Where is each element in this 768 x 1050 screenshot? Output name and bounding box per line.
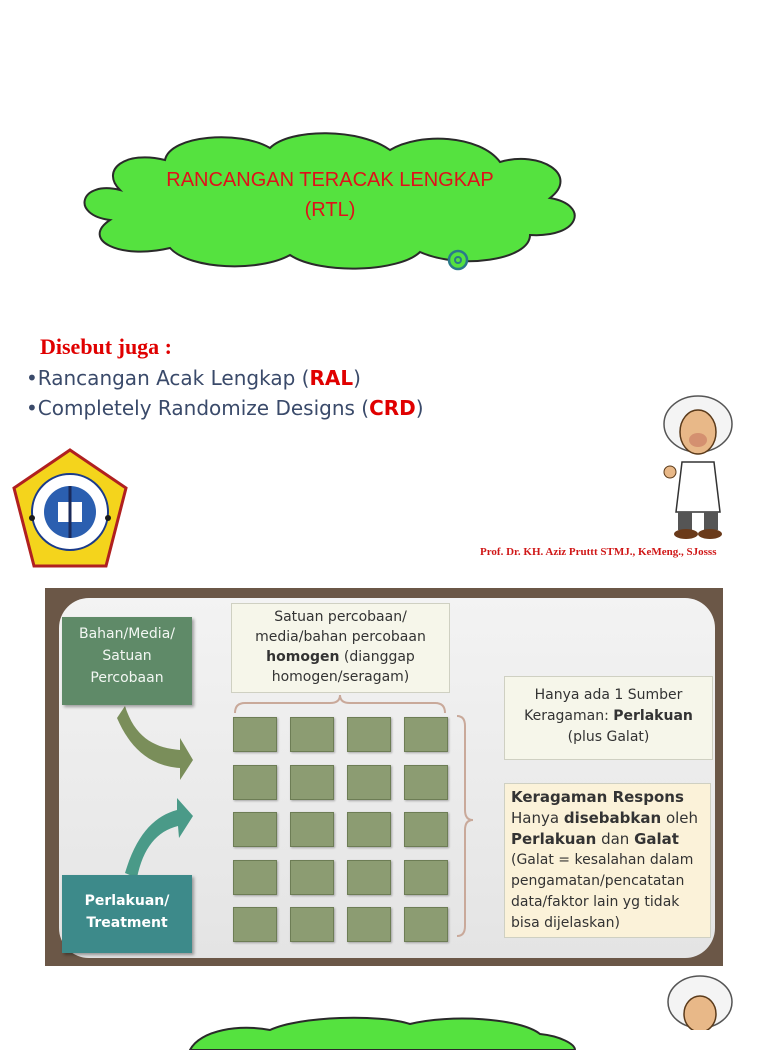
bahan-line: Satuan xyxy=(102,648,152,664)
arrow-up-icon xyxy=(125,798,193,878)
satuan-line-2: media/bahan percobaan xyxy=(255,629,426,645)
sumber-line-3: (plus Galat) xyxy=(567,729,650,745)
bullet-text: •Completely Randomize Designs ( xyxy=(26,396,370,420)
experimental-unit xyxy=(233,765,277,800)
experimental-unit xyxy=(347,717,391,752)
bahan-line: Bahan/Media/ xyxy=(79,626,175,642)
author-credit: Prof. Dr. KH. Aziz Pruttt STMJ., KeMeng., SJosss xyxy=(480,546,717,558)
experimental-unit xyxy=(233,717,277,752)
experimental-unit xyxy=(404,812,448,847)
professor-mascot-icon xyxy=(656,392,738,542)
experimental-unit xyxy=(347,860,391,895)
experimental-unit xyxy=(404,765,448,800)
sumber-line-1: Hanya ada 1 Sumber xyxy=(534,687,683,703)
sumber-line-2: Keragaman: xyxy=(524,708,614,724)
respons-line: (Galat = kesalahan dalam xyxy=(511,852,694,868)
experimental-unit xyxy=(290,907,334,942)
bullet-suffix: ) xyxy=(353,366,361,390)
perlakuan-line: Perlakuan/ xyxy=(84,893,170,909)
perlakuan-line: Treatment xyxy=(86,915,168,931)
experimental-unit xyxy=(290,812,334,847)
experimental-unit xyxy=(233,860,277,895)
bahan-media-box xyxy=(62,617,192,705)
arrow-down-icon xyxy=(117,706,193,780)
professor-mascot-icon xyxy=(660,970,740,1030)
satuan-line-1: Satuan percobaan/ xyxy=(274,609,407,625)
respons-line: data/faktor lain yg tidak xyxy=(511,894,680,910)
sumber-keragaman-note xyxy=(504,676,713,760)
bullet-abbr: RAL xyxy=(309,366,354,390)
satuan-bold: homogen xyxy=(266,649,340,665)
subtitle: Disebut juga : xyxy=(40,334,173,359)
experimental-unit xyxy=(290,765,334,800)
title-line-1: RANCANGAN TERACAK LENGKAP xyxy=(166,169,494,191)
experimental-unit xyxy=(347,907,391,942)
respons-heading: Keragaman Respons xyxy=(511,788,684,806)
experimental-unit xyxy=(347,812,391,847)
respons-text: oleh xyxy=(661,809,699,827)
experimental-unit xyxy=(404,907,448,942)
respons-bold: Perlakuan xyxy=(511,830,597,848)
experimental-unit xyxy=(347,765,391,800)
sumber-bold: Perlakuan xyxy=(613,708,693,724)
experimental-unit xyxy=(290,717,334,752)
experimental-unit xyxy=(233,907,277,942)
perlakuan-treatment-box xyxy=(62,875,192,953)
respons-bold: Galat xyxy=(634,830,679,848)
experimental-unit xyxy=(290,860,334,895)
bullet-text: •Rancangan Acak Lengkap ( xyxy=(26,366,310,390)
satuan-line-3: (dianggap xyxy=(339,649,415,665)
respons-text: dan xyxy=(596,830,635,848)
bullet-item xyxy=(26,366,361,390)
satuan-line-4: homogen/seragam) xyxy=(271,669,410,685)
respons-text: Hanya xyxy=(511,809,564,827)
bullet-suffix: ) xyxy=(415,396,424,420)
page-title xyxy=(130,165,530,225)
bullet-item xyxy=(26,396,424,420)
satuan-percobaan-note xyxy=(231,603,450,693)
university-logo-icon xyxy=(10,446,130,570)
experimental-unit xyxy=(404,860,448,895)
experimental-unit xyxy=(404,717,448,752)
respons-bold: disebabkan xyxy=(563,809,662,827)
keragaman-respons-note xyxy=(504,783,711,938)
bahan-line: Percobaan xyxy=(90,670,164,686)
bullet-abbr: CRD xyxy=(369,396,416,420)
title-line-2: (RTL) xyxy=(304,199,356,221)
bottom-cloud xyxy=(180,1010,580,1050)
respons-line: pengamatan/pencatatan xyxy=(511,873,685,889)
respons-line: bisa dijelaskan) xyxy=(511,915,620,931)
experimental-unit xyxy=(233,812,277,847)
